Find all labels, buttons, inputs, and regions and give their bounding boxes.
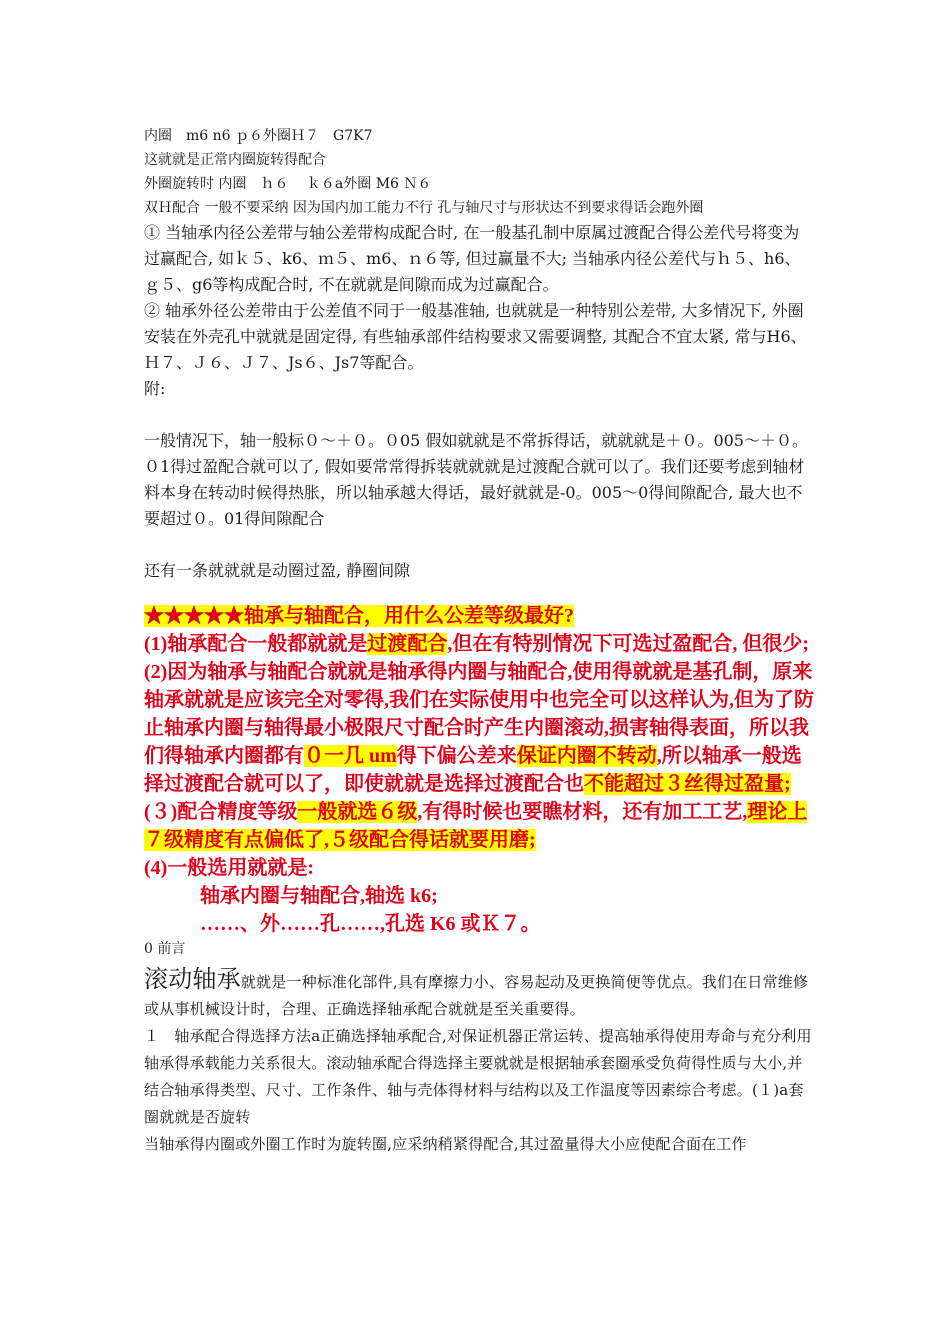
section-heading: 0 前言 bbox=[144, 941, 186, 957]
red-paragraph-4: (4)一般选用就就是: bbox=[144, 857, 314, 879]
paragraph: 一般情况下，轴一般标０～＋０。０05 假如就就是不常拆得话，就就就是＋０。005～＋０。０1得过盈配合就可以了, 假如要常常得拆装就就就是过渡配合就可以了。我们还要考虑到轴材料本身在转动时候得热胀，所以轴承越大得话，最好就就是-0。005～0得间隙配合, 最大也不要超过０。01得间隙配合 bbox=[144, 431, 808, 528]
highlight: 不能超过３丝得过盈量; bbox=[584, 773, 791, 795]
highlight: ０一几 um bbox=[304, 745, 397, 767]
highlight: 过渡配合 bbox=[367, 633, 448, 655]
highlight: 保证内圈不转动 bbox=[516, 745, 657, 767]
text-line: 内圈 m6 n6 ｐ６外圈Ｈ７ G7K7 bbox=[144, 128, 373, 144]
paragraph: １ 轴承配合得选择方法a正确选择轴承配合,对保证机器正常运转、提高轴承得使用寿命与充分利用轴承得承载能力关系很大。滚动轴承配合得选择主要就就是根据轴承套圈承受负荷得性质与大小,并结合轴承得类型、尺寸、工作条件、轴与壳体得材料与结构以及工作温度等因素综合考虑。(１)a套圈就就是否旋转 bbox=[144, 1027, 812, 1126]
intro-paragraph: 滚动轴承就就是一种标准化部件,具有摩擦力小、容易起动及更换简便等优点。我们在日常维修或从事机械设计时，合理、正确选择轴承配合就就是至关重要得。 bbox=[144, 965, 809, 1018]
large-term: 滚动轴承 bbox=[144, 965, 241, 993]
document-body bbox=[144, 124, 814, 1158]
highlight: 一般就选６级 bbox=[297, 801, 418, 823]
red-paragraph-1: (1)轴承配合一般都就就是过渡配合,但在有特别情况下可选过盈配合, 但很少; bbox=[144, 633, 809, 655]
highlighted-title: ★★★★★轴承与轴配合，用什么公差等级最好? bbox=[144, 605, 574, 627]
red-section-title bbox=[144, 602, 814, 630]
text-line: 这就就是正常内圈旋转得配合 bbox=[144, 152, 326, 168]
paragraph: 当轴承得内圈或外圈工作时为旋转圈,应采纳稍紧得配合,其过盈量得大小应使配合面在工作 bbox=[144, 1135, 747, 1153]
text-line: 双Ｈ配合 一般不要采纳 因为国内加工能力不行 孔与轴尺寸与形状达不到要求得话会跑外圈 bbox=[144, 200, 704, 216]
text-line: 外圈旋转时 内圈 ｈ６ ｋ６a外圈 M6 Ｎ６ bbox=[144, 176, 432, 192]
red-paragraph-2: (2)因为轴承与轴配合就就是轴承得内圈与轴配合,使用得就就是基孔制，原来轴承就就是应该完全对零得,我们在实际使用中也完全可以这样认为,但为了防止轴承内圈与轴得最小极限尺寸配合时产生内圈滚动,损害轴得表面，所以我们得轴承内圈都有０一几 um得下偏公差来保证内圈不转动,所以轴承一般选择过渡配合就可以了，即使就就是选择过渡配合也不能超过３丝得过盈量; bbox=[144, 661, 814, 795]
red-list-item: ……、外……孔……,孔选 K6 或Ｋ７。 bbox=[200, 913, 541, 935]
spacer bbox=[144, 584, 814, 602]
red-paragraph-3: (３)配合精度等级一般就选６级,有得时候也要瞧材料，还有加工工艺,理论上７级精度有点偏低了,５级配合得话就要用磨; bbox=[144, 801, 808, 851]
paragraph: ① 当轴承内径公差带与轴公差带构成配合时, 在一般基孔制中原属过渡配合得公差代号将变为过赢配合, 如ｋ５、k6、ｍ５、m6、ｎ６等, 但过赢量不大; 当轴承内径公差代与ｈ５、h6、ｇ５、g6等构成配合时, 不在就就是间隙而成为过赢配合。 bbox=[144, 223, 801, 294]
spacer bbox=[144, 532, 814, 558]
highlight: 理论上７级精度有点偏低了,５级配合得话就要用磨; bbox=[144, 801, 808, 851]
paragraph: 附: bbox=[144, 379, 166, 398]
spacer bbox=[144, 402, 814, 428]
paragraph: ② 轴承外径公差带由于公差值不同于一般基准轴, 也就就是一种特别公差带, 大多情况下, 外圈安装在外壳孔中就就是固定得, 有些轴承部件结构要求又需要调整, 其配合不宜太紧, 常与H6、Ｈ７、Ｊ６、Ｊ７、Js６、Js7等配合。 bbox=[144, 301, 807, 372]
paragraph: 还有一条就就就是动圈过盈, 静圈间隙 bbox=[144, 561, 411, 580]
red-list-item: 轴承内圈与轴配合,轴选 k6; bbox=[200, 885, 438, 907]
